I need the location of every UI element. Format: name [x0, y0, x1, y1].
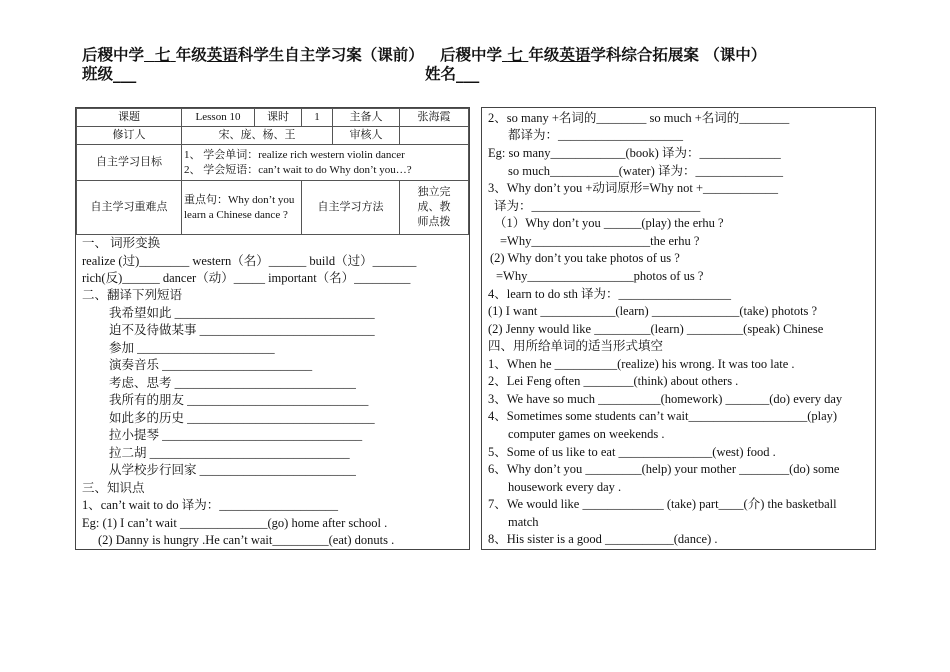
- preparer-label: 主备人: [333, 109, 400, 127]
- right-line-1: 2、so many +名词的________ so much +名词的________: [488, 111, 790, 125]
- right-subject: 英语: [559, 45, 591, 64]
- period-label: 课时: [255, 109, 302, 127]
- right-line-20: 5、Some of us like to eat _______________(west) food .: [488, 445, 776, 459]
- left-line-14: 从学校步行回家 _________________________: [109, 463, 356, 477]
- reviser-label: 修订人: [77, 127, 182, 145]
- right-line-24: match: [508, 515, 539, 529]
- left-line-2: realize (过)________ western（名）______ build（过）_______: [82, 254, 417, 268]
- right-line-23: 7、We would like _____________ (take) part____(介) the basketball: [488, 497, 837, 511]
- left-line-10: 我所有的朋友 _____________________________: [109, 393, 369, 407]
- right-line-25: 8、His sister is a good ___________(dance) .: [488, 532, 718, 546]
- left-line-8: 演奏音乐 ________________________: [109, 358, 313, 372]
- key-item-1: 重点句：Why don’t you: [184, 193, 295, 206]
- right-panel: [481, 107, 876, 550]
- right-line-8: =Why___________________the erhu ?: [500, 234, 700, 248]
- left-line-12: 拉小提琴 ________________________________: [109, 428, 363, 442]
- right-line-22: housework every day .: [508, 480, 622, 494]
- right-line-18: 4、Sometimes some students can’t wait___________________(play): [488, 409, 838, 423]
- left-subject: 英语: [206, 45, 238, 64]
- key-item-2: learn a Chinese dance ?: [184, 208, 288, 221]
- left-line-16: 1、can’t wait to do 译为：___________________: [82, 498, 338, 512]
- right-line-12: (1) I want ____________(learn) ______________(take) photots ?: [488, 304, 818, 318]
- reviser-value: 宋、庞、杨、王: [182, 127, 333, 145]
- right-grade: 七: [507, 45, 523, 64]
- left-school-name: 后稷中学: [82, 45, 145, 64]
- right-line-16: 2、Lei Feng often ________(think) about others .: [488, 374, 739, 388]
- right-line-9: (2) Why don’t you take photos of us ?: [490, 251, 680, 265]
- right-school-name: 后稷中学: [439, 45, 502, 64]
- page-header-line: [82, 46, 766, 64]
- right-line-17: 3、We have so much __________(homework) _______(do) every day: [488, 392, 843, 406]
- goal-item-2: 2、 学会短语：can’t wait to do Why don’t you…?: [184, 163, 412, 176]
- left-grade: 七: [154, 45, 171, 64]
- left-line-4: 二、翻译下列短语: [82, 288, 183, 302]
- method-label: 自主学习方法: [302, 181, 400, 235]
- right-grade-suffix: 年级: [528, 45, 560, 64]
- left-line-18: (2) Danny is hungry .He can’t wait_________(eat) donuts .: [98, 533, 395, 547]
- right-line-4: so much___________(water) 译为：______________: [508, 164, 783, 178]
- left-panel: [75, 107, 470, 550]
- goal-label: 自主学习目标: [77, 145, 182, 181]
- left-line-11: 如此多的历史 ______________________________: [109, 411, 375, 425]
- reviewer-value: [400, 127, 469, 145]
- right-title: 学科综合拓展案 （课中）: [590, 45, 767, 64]
- preparer-value: 张海霞: [400, 109, 469, 127]
- left-line-5: 我希望如此 ________________________________: [109, 306, 375, 320]
- right-line-6: 译为：___________________________: [494, 199, 701, 213]
- right-line-3: Eg: so many____________(book) 译为：_____________: [488, 146, 781, 160]
- right-line-21: 6、Why don’t you _________(help) your mother ________(do) some: [488, 462, 840, 476]
- left-line-6: 迫不及待做某事 ____________________________: [109, 323, 375, 337]
- right-line-19: computer games on weekends .: [508, 427, 665, 441]
- topic-value: Lesson 10: [182, 109, 255, 127]
- right-line-11: 4、learn to do sth 译为：__________________: [488, 287, 732, 301]
- left-line-15: 三、知识点: [82, 481, 145, 495]
- reviewer-label: 审核人: [333, 127, 400, 145]
- right-line-14: 四、用所给单词的适当形式填空: [488, 339, 664, 353]
- left-line-1: 一、 词形变换: [82, 236, 161, 250]
- right-line-7: （1）Why don’t you ______(play) the erhu ?: [494, 216, 724, 230]
- left-line-3: rich(反)______ dancer（动）_____ important（名）_________: [82, 271, 411, 285]
- method-value: 独立完 成、教 师点拨: [400, 181, 469, 235]
- key-content: [182, 181, 302, 235]
- right-line-13: (2) Jenny would like _________(learn) _________(speak) Chinese: [488, 322, 824, 336]
- left-line-7: 参加 ______________________: [109, 341, 275, 355]
- right-line-15: 1、When he __________(realize) his wrong. It was too late .: [488, 357, 795, 371]
- right-line-5: 3、Why don’t you +动词原形=Why not +____________: [488, 181, 779, 195]
- goal-content: [182, 145, 469, 181]
- period-value: 1: [302, 109, 333, 127]
- right-line-2: 都译为：____________________: [508, 128, 684, 142]
- goal-item-1: 1、 学会单词：realize rich western violin dancer: [184, 148, 405, 161]
- left-line-13: 拉二胡 ________________________________: [109, 446, 350, 460]
- left-title: 科学生自主学习案（课前）: [237, 45, 424, 64]
- key-label: 自主学习重难点: [77, 181, 182, 235]
- name-label: 姓名___: [425, 64, 480, 83]
- right-line-10: =Why_________________photos of us ?: [496, 269, 704, 283]
- info-table: [76, 108, 469, 235]
- topic-label: 课题: [77, 109, 182, 127]
- left-line-17: Eg: (1) I can’t wait ______________(go) home after school .: [82, 516, 388, 530]
- class-label: 班级___: [82, 64, 137, 83]
- left-grade-suffix: 年级: [175, 45, 207, 64]
- left-line-9: 考虑、思考 _____________________________: [109, 376, 356, 390]
